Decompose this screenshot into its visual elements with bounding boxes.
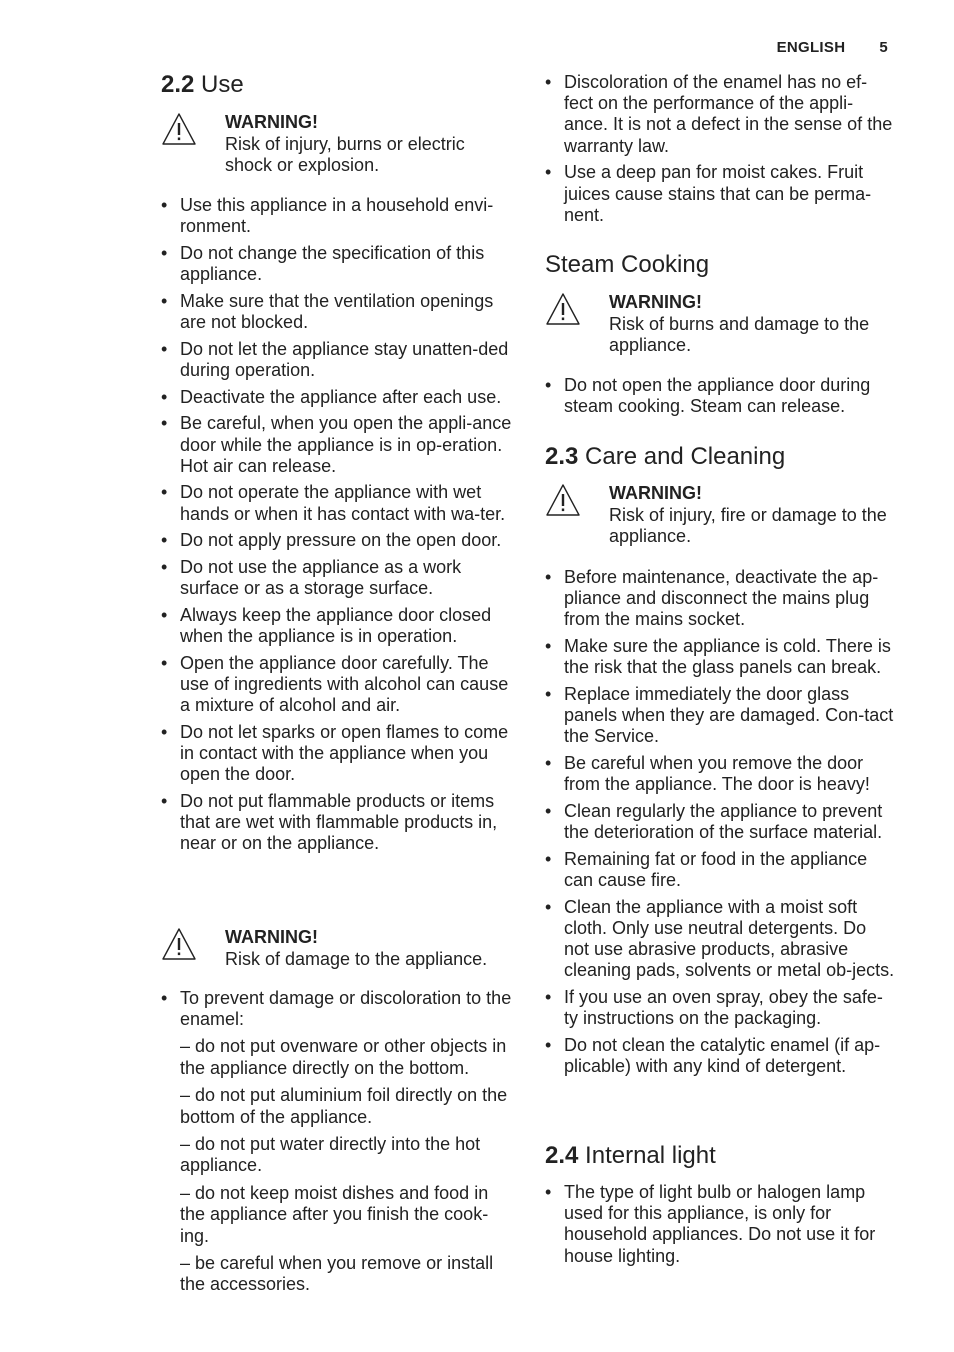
warning-title: WARNING! — [609, 483, 702, 503]
warning-text: Risk of injury, burns or electric shock or explosion. — [225, 133, 465, 175]
header-language: ENGLISH — [776, 39, 846, 56]
warning-block — [161, 112, 513, 177]
page-header — [777, 39, 888, 56]
warning-title: WARNING! — [225, 112, 318, 132]
section-title: Steam Cooking — [545, 251, 710, 278]
warning-block — [545, 483, 895, 548]
list-item: • Do not open the appliance door during steam cooking. Steam can release. — [545, 375, 895, 417]
list-item: • Remaining fat or food in the appliance can cause fire. — [545, 849, 895, 891]
list-item: • Discoloration of the enamel has no ef-fect on the performance of the appli-ance. It is not a defect in the sense of the warranty law. — [545, 72, 895, 157]
section-heading-2-3 — [545, 442, 785, 472]
list-item: • Do not change the specification of this appliance. — [161, 243, 513, 285]
list-item: • Clean the appliance with a moist soft cloth. Only use neutral detergents. Do not use abrasive products, abrasive cleaning pads, solvents or metal ob-jects. — [545, 897, 895, 982]
sub-item: – be careful when you remove or install the accessories. — [180, 1253, 494, 1295]
warning-icon — [545, 292, 581, 326]
bullet-list-use — [161, 195, 513, 860]
warning-title: WARNING! — [225, 927, 318, 947]
warning-icon — [161, 927, 197, 961]
bullet-list-care — [545, 567, 895, 1083]
warning-text: Risk of injury, fire or damage to the appliance. — [609, 504, 887, 546]
bullet-list-enamel-cont — [545, 72, 895, 231]
list-item: • Do not let sparks or open flames to come in contact with the appliance when you open the door. — [161, 722, 513, 786]
list-item: • The type of light bulb or halogen lamp used for this appliance, is only for household appliances. Do not use it for house lighting. — [545, 1182, 895, 1267]
section-title: Care and Cleaning — [585, 443, 786, 470]
list-item: • Do not operate the appliance with wet hands or when it has contact with wa-ter. — [161, 482, 513, 524]
page-number: 5 — [879, 39, 888, 56]
list-item: • If you use an oven spray, obey the safe-ty instructions on the packaging. — [545, 987, 895, 1029]
list-item: • Always keep the appliance door closed when the appliance is in operation. — [161, 605, 513, 647]
list-item: • Be careful when you remove the door from the appliance. The door is heavy! — [545, 753, 895, 795]
list-item: • Make sure that the ventilation openings are not blocked. — [161, 291, 513, 333]
section-title: Internal light — [585, 1142, 716, 1169]
list-item: • Open the appliance door carefully. The use of ingredients with alcohol can cause a mixture of alcohol and air. — [161, 653, 513, 717]
section-number: 2.3 — [545, 443, 579, 470]
list-item: • Do not use the appliance as a work surface or as a storage surface. — [161, 557, 513, 599]
bullet-list-enamel — [161, 988, 513, 1301]
section-title: Use — [201, 71, 244, 98]
list-item: • Be careful, when you open the appli-ance door while the appliance is in op-eration. Hot air can release. — [161, 413, 513, 477]
list-item: • Do not apply pressure on the open door. — [161, 530, 513, 551]
list-item: • Do not let the appliance stay unatten-ded during operation. — [161, 339, 513, 381]
bullet-list-steam — [545, 375, 895, 423]
section-heading-steam — [545, 250, 709, 280]
warning-icon — [161, 112, 197, 146]
list-item: • Deactivate the appliance after each use. — [161, 387, 513, 408]
list-item: • Use a deep pan for moist cakes. Fruit juices cause stains that can be perma-nent. — [545, 162, 895, 226]
list-item: • Replace immediately the door glass panels when they are damaged. Con-tact the Service. — [545, 684, 895, 748]
list-item: • Do not put flammable products or items that are wet with flammable products in, near or on the appliance. — [161, 791, 513, 855]
sub-item: – do not put water directly into the hot appliance. — [180, 1134, 481, 1176]
warning-icon — [545, 483, 581, 517]
list-item — [161, 988, 513, 1296]
sub-item: – do not keep moist dishes and food in the appliance after you finish the cook-ing. — [180, 1183, 489, 1246]
bullet-list-light — [545, 1182, 895, 1272]
section-heading-2-2 — [161, 70, 244, 100]
warning-block — [545, 292, 895, 357]
section-heading-2-4 — [545, 1141, 716, 1171]
list-item: • Clean regularly the appliance to prevent the deterioration of the surface material. — [545, 801, 895, 843]
warning-text: Risk of damage to the appliance. — [225, 948, 488, 969]
list-item-text: • To prevent damage or discoloration to the enamel: — [180, 988, 512, 1030]
section-number: 2.2 — [161, 71, 195, 98]
warning-block — [161, 927, 513, 970]
list-item: • Before maintenance, deactivate the ap-pliance and disconnect the mains plug from the mains socket. — [545, 567, 895, 631]
sub-item: – do not put ovenware or other objects in the appliance directly on the bottom. — [180, 1036, 507, 1078]
list-item: • Make sure the appliance is cold. There is the risk that the glass panels can break. — [545, 636, 895, 678]
list-item: • Use this appliance in a household envi-ronment. — [161, 195, 513, 237]
list-item: • Do not clean the catalytic enamel (if ap-plicable) with any kind of detergent. — [545, 1035, 895, 1077]
warning-title: WARNING! — [609, 292, 702, 312]
warning-text: Risk of burns and damage to the appliance. — [609, 313, 870, 355]
sub-item: – do not put aluminium foil directly on the bottom of the appliance. — [180, 1085, 508, 1127]
section-number: 2.4 — [545, 1142, 579, 1169]
